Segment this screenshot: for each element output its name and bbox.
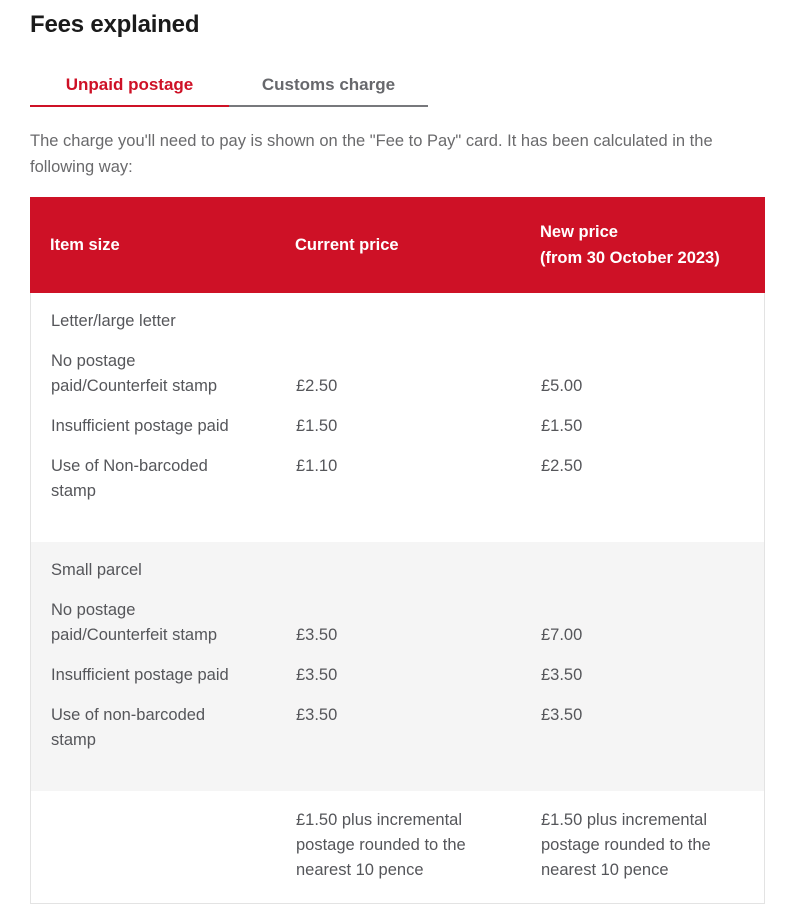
tab-bar [30,74,765,107]
table-header-new-price-line2: (from 30 October 2023) [540,248,720,267]
table-section [31,542,764,791]
item-size-cell: No postage paid/Counterfeit stamp [51,351,218,395]
current-price-cell: £2.50 [296,376,338,395]
item-size-cell: Insufficient postage paid [51,665,229,684]
table-header-item-size: Item size [50,235,120,254]
table-row [51,349,744,399]
item-size-cell [51,808,269,883]
table-row [51,598,744,648]
table-row [51,663,744,688]
current-price-cell: £1.50 plus incremental postage rounded to the nearest 10 pence [296,810,466,879]
current-price-cell: £1.50 [296,416,338,435]
table-section [31,791,764,903]
table-body [30,293,765,904]
current-price-cell: £3.50 [296,625,338,644]
new-price-cell: £2.50 [541,456,583,475]
tab-customs-charge-label: Customs charge [261,75,396,94]
table-row [51,808,744,883]
fees-table [30,197,765,904]
table-row [51,414,744,439]
new-price-cell: £7.00 [541,625,583,644]
table-row [51,703,744,753]
item-size-cell: No postage paid/Counterfeit stamp [51,600,218,644]
new-price-cell: £5.00 [541,376,583,395]
new-price-cell: £3.50 [541,665,583,684]
table-section [31,293,764,542]
tab-unpaid-postage-label: Unpaid postage [65,75,194,94]
item-size-cell: Insufficient postage paid [51,416,229,435]
page-title: Fees explained [30,11,200,38]
table-header-new-price [540,219,745,271]
new-price-cell: £3.50 [541,705,583,724]
new-price-cell: £1.50 [541,416,583,435]
item-size-cell: Use of Non-barcoded stamp [51,456,208,500]
table-header-row [30,197,765,293]
current-price-cell: £3.50 [296,665,338,684]
item-size-cell: Use of non-barcoded stamp [51,705,206,749]
page-content [0,11,805,904]
section-title: Small parcel [51,560,142,579]
table-header-new-price-line1: New price [540,222,618,241]
tab-unpaid-postage[interactable] [30,74,229,107]
table-header-current-price: Current price [295,235,399,254]
current-price-cell: £3.50 [296,705,338,724]
new-price-cell: £1.50 plus incremental postage rounded to the nearest 10 pence [541,810,711,879]
section-title: Letter/large letter [51,311,176,330]
current-price-cell: £1.10 [296,456,338,475]
table-row [51,454,744,504]
tab-customs-charge[interactable] [229,74,428,107]
intro-paragraph: The charge you'll need to pay is shown on the "Fee to Pay" card. It has been calculated in the following way: [30,132,713,176]
